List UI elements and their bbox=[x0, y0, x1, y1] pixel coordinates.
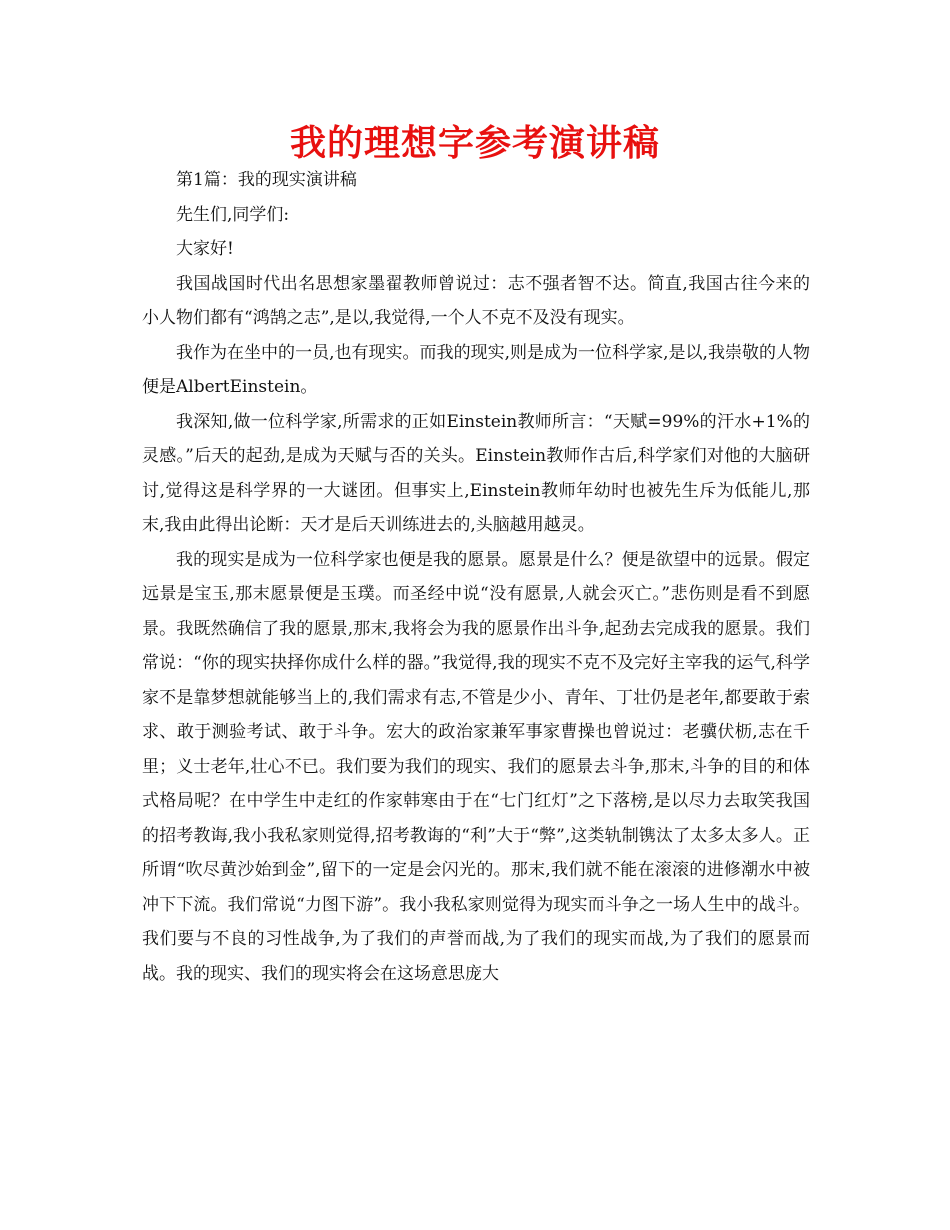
body-paragraph: 我作为在坐中的一员,也有现实。而我的现实,则是成为一位科学家,是以,我崇敬的人物便是AlbertEinstein。 bbox=[142, 342, 810, 397]
section-heading: 第1篇：我的现实演讲稿 bbox=[176, 170, 357, 190]
body-paragraph: 我的现实是成为一位科学家也便是我的愿景。愿景是什么？便是欲望中的远景。假定远景是宝玉,那末愿景便是玉璞。而圣经中说“没有愿景,人就会灭亡。”悲伤则是看不到愿景。我既然确信了我的愿景,那末,我将会为我的愿景作出斗争,起劲去完成我的愿景。我们常说：“你的现实抉择你成什么样的器。”我觉得,我的现实不克不及完好主宰我的运气,科学家不是靠梦想就能够当上的,我们需求有志,不管是少小、青年、丁壮仍是老年,都要敢于索求、敢于测验考试、敢于斗争。宏大的政治家兼军事家曹操也曾说过：老骥伏枥,志在千里；义士老年,壮心不已。我们要为我们的现实、我们的愿景去斗争,那末,斗争的目的和体式格局呢？在中学生中走红的作家韩寒由于在“七门红灯”之下落榜,是以尽力去取笑我国的招考教诲,我小我私家则觉得,招考教诲的“利”大于“弊”,这类轨制镌汰了太多太多人。正所谓“吹尽黄沙始到金”,留下的一定是会闪光的。那末,我们就不能在滚滚的进修潮水中被冲下下流。我们常说“力图下游”。我小我私家则觉得为现实而斗争之一场人生中的战斗。我们要与不良的习性战争,为了我们的声誉而战,为了我们的现实而战,为了我们的愿景而战。我的现实、我们的现实将会在这场意思庞大 bbox=[142, 549, 810, 984]
document-body bbox=[142, 163, 810, 991]
body-paragraph: 我深知,做一位科学家,所需求的正如Einstein教师所言：“天赋=99%的汗水+1%的灵感。”后天的起劲,是成为天赋与否的关头。Einstein教师作古后,科学家们对他的大脑研讨,觉得这是科学界的一大谜团。但事实上,Einstein教师年幼时也被先生斥为低能儿,那末,我由此得出论断：天才是后天训练进去的,头脑越用越灵。 bbox=[142, 411, 810, 535]
salutation: 先生们,同学们: bbox=[176, 204, 290, 225]
document-title: 我的理想字参考演讲稿 bbox=[289, 123, 660, 164]
greeting: 大家好! bbox=[176, 239, 234, 259]
body-paragraph: 我国战国时代出名思想家墨翟教师曾说过：志不强者智不达。简直,我国古往今来的小人物们都有“鸿鹄之志”,是以,我觉得,一个人不克不及没有现实。 bbox=[142, 273, 810, 328]
